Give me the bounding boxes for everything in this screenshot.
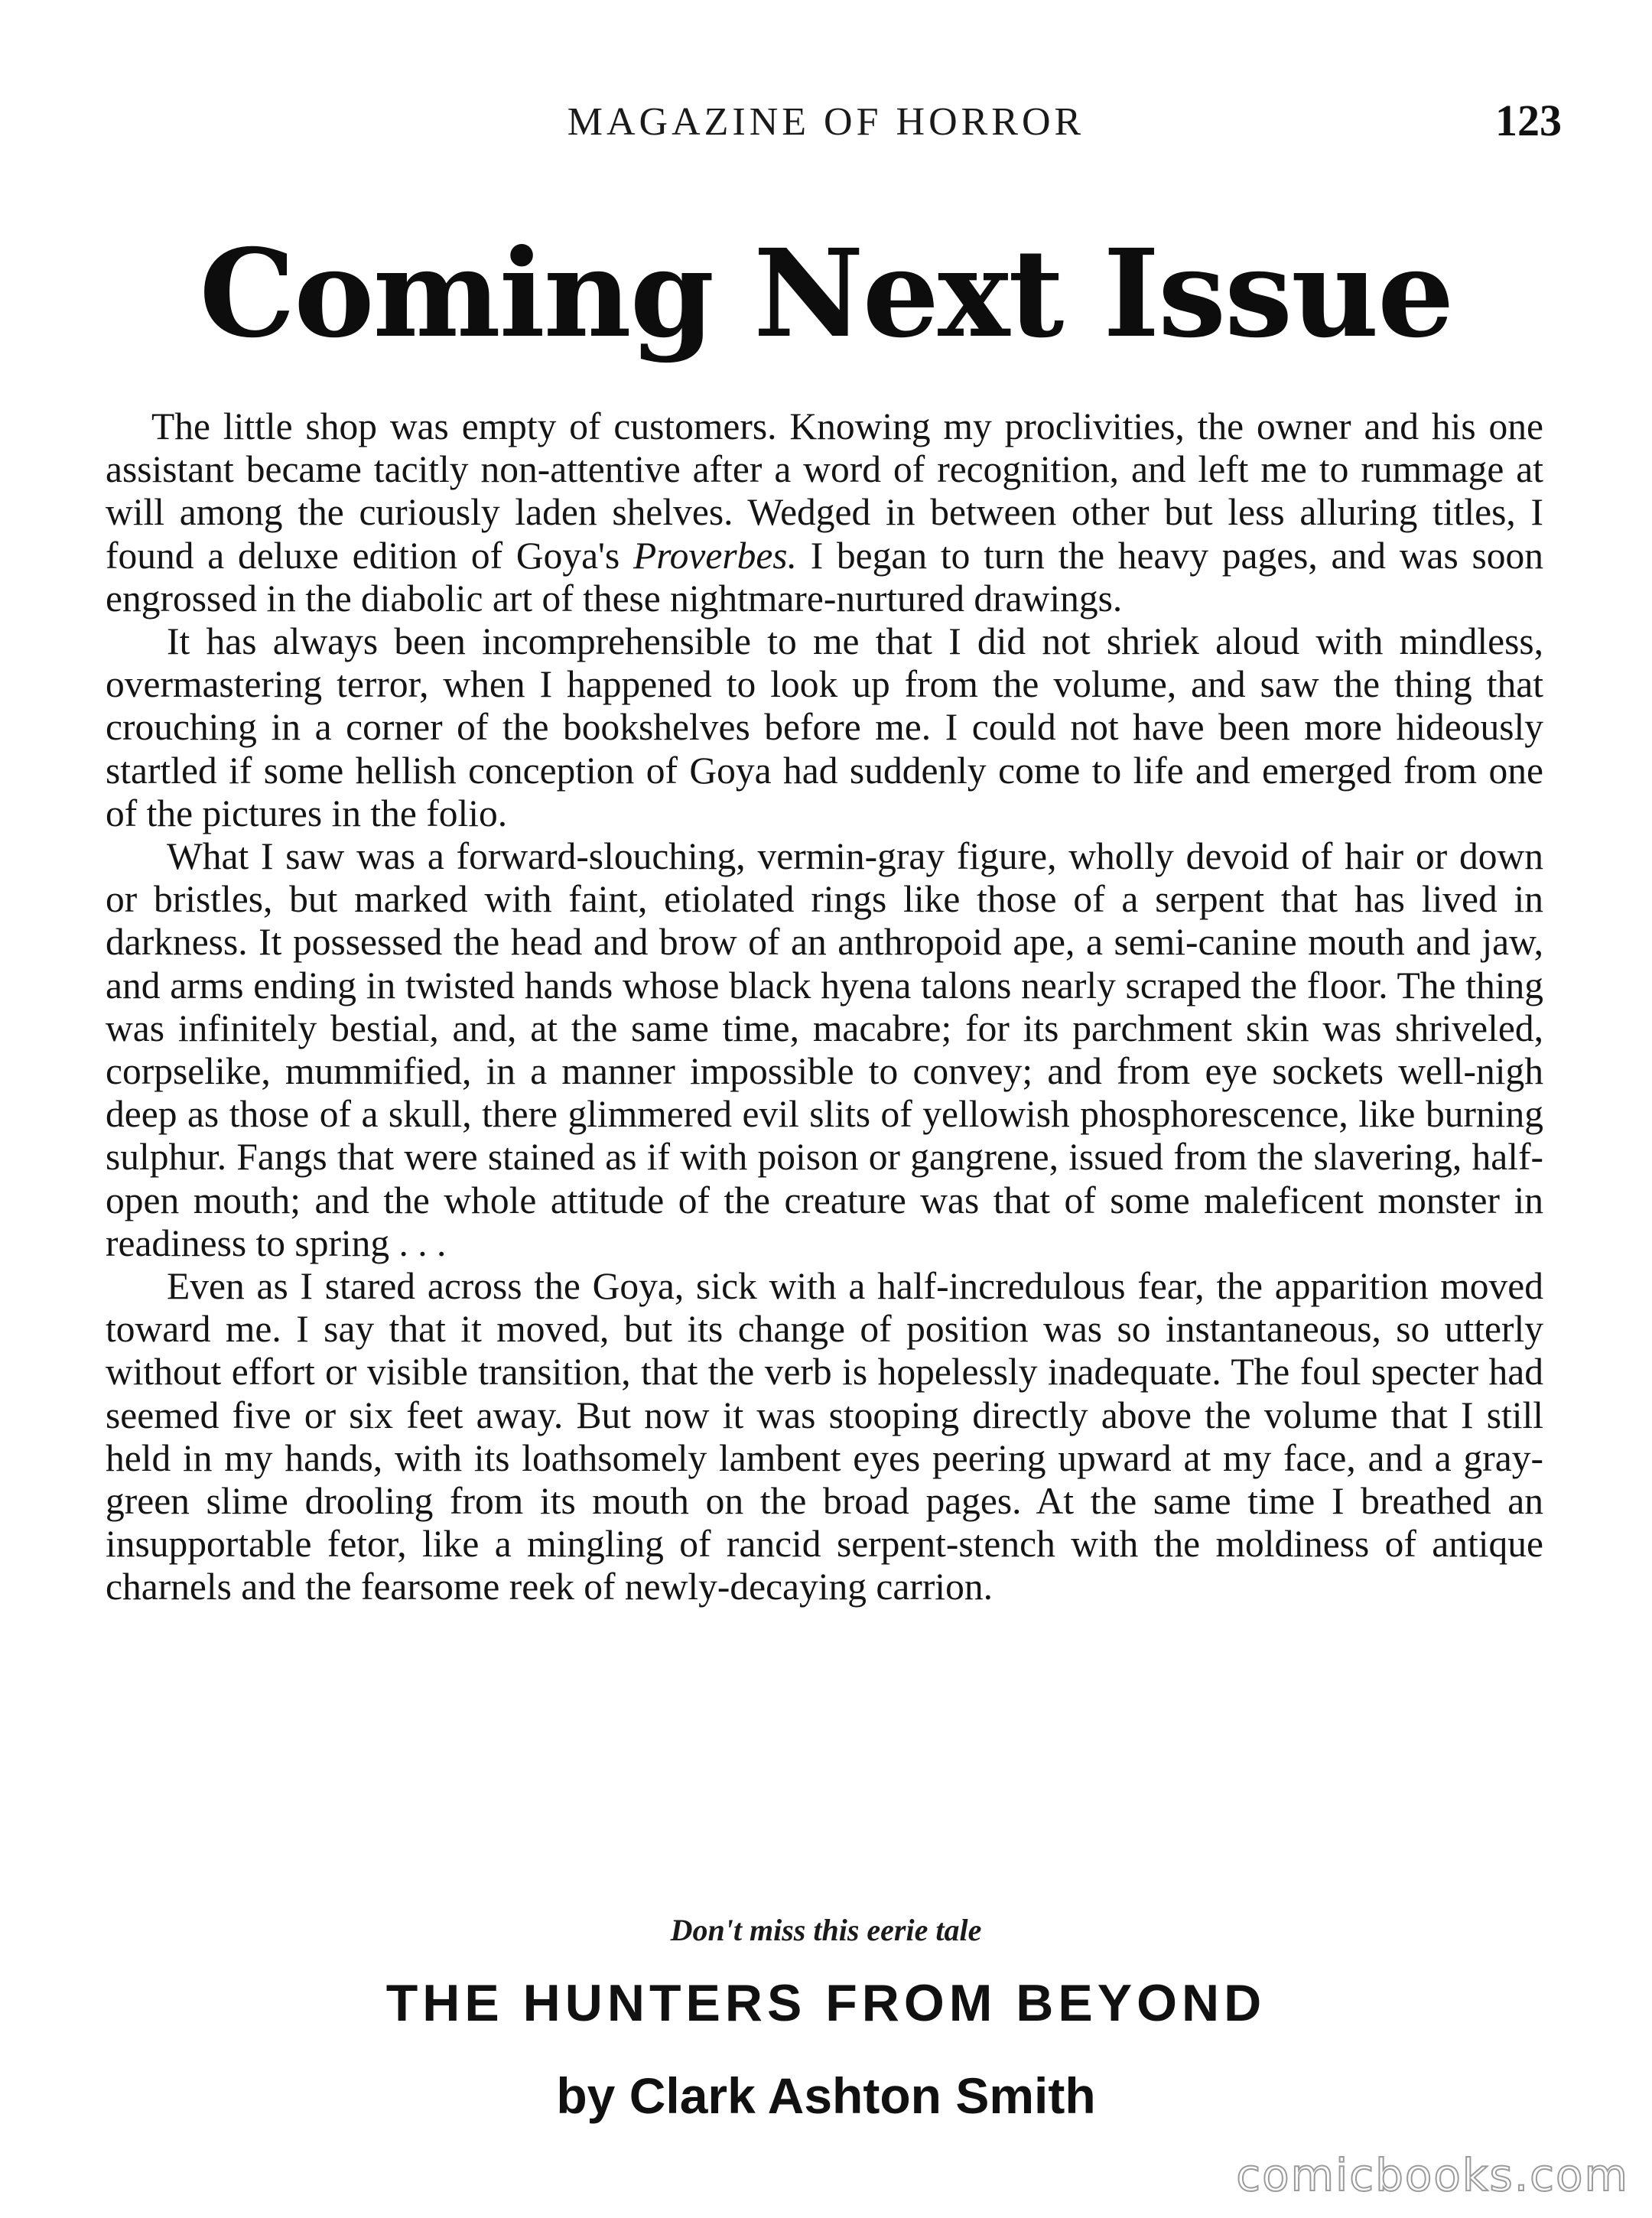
teaser-line: Don't miss this eerie tale	[670, 1913, 982, 1947]
running-head	[0, 96, 1652, 153]
page-headline: Coming Next Issue	[199, 223, 1453, 365]
story-title: THE HUNTERS FROM BEYOND	[385, 1974, 1267, 2032]
story-paragraph: What I saw was a forward-slouching, vermin-gray figure, wholly devoid of hair or down or bristles, but marked with faint, etiolated rings like those of a serpent that has lived in darkness. It possessed the head and brow of an anthropoid ape, a semi-canine mouth and jaw, and arms ending in twisted hands whose black hyena talons nearly scraped the floor. The thing was infinitely bestial, and, at the same time, macabre; for its parchment skin was shriveled, corpselike, mummified, in a manner impossible to convey; and from eye sockets well-nigh deep as those of a skull, there glimmered evil slits of yellowish phosphorescence, like burning sulphur. Fangs that were stained as if with poison or gangrene, issued from the slavering, half-open mouth; and the whole attitude of the creature was that of some maleficent monster in readiness to spring . . .	[106, 835, 1543, 1264]
story-excerpt	[106, 405, 1543, 1609]
page-number: 123	[1495, 96, 1562, 145]
story-paragraph	[106, 405, 1543, 620]
author-byline: by Clark Ashton Smith	[556, 2067, 1096, 2124]
story-text: The little shop was empty of customers. Knowing my proclivities, the owner and his one assistant became tacitly non-attentive after a word of recognition, and left me to rummage at will among the curiously laden shelves. Wedged in between other but less alluring titles, I found a deluxe edition of Goya's	[106, 405, 1543, 577]
story-paragraph: Even as I stared across the Goya, sick with a half-incredulous fear, the apparition moved toward me. I say that it moved, but its change of position was so instantaneous, so utterly without effort or visible transition, that the verb is hopelessly inadequate. The foul specter had seemed five or six feet away. But now it was stooping directly above the volume that I still held in my hands, with its loathsomely lambent eyes peering upward at my face, and a gray-green slime drooling from its mouth on the broad pages. At the same time I breathed an insupportable fetor, like a mingling of rancid serpent-stench with the moldiness of antique charnels and the fearsome reek of newly-decaying carrion.	[106, 1265, 1543, 1608]
book-title: Proverbes.	[633, 534, 797, 577]
magazine-title: MAGAZINE OF HORROR	[567, 100, 1085, 144]
story-paragraph: It has always been incomprehensible to me that I did not shriek aloud with mindless, overmastering terror, when I happened to look up from the volume, and saw the thing that crouching in a corner of the bookshelves before me. I could not have been more hideously startled if some hellish conception of Goya had suddenly come to life and emerged from one of the pictures in the folio.	[106, 620, 1543, 834]
story-text: I began to turn the heavy pages, and was soon engrossed in the diabolic art of these nightmare-nurtured drawings.	[106, 534, 1543, 620]
site-watermark: comicbooks.com	[1236, 2149, 1629, 2201]
